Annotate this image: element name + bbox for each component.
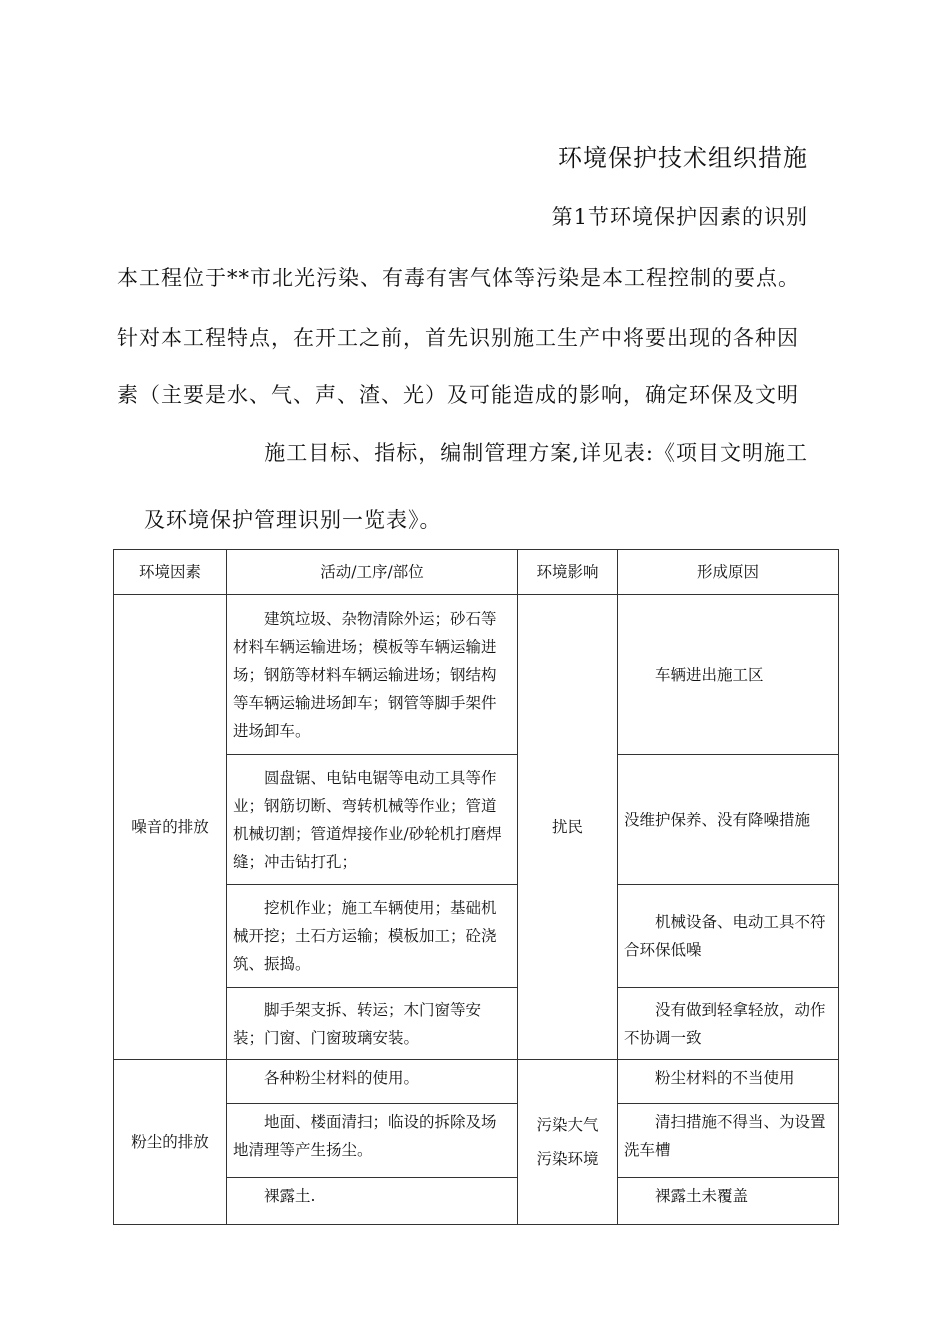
page-title: 环境保护技术组织措施 <box>558 144 808 172</box>
header-cell: 活动/工序/部位 <box>227 550 518 595</box>
cause-cell: 车辆进出施工区 <box>618 595 839 755</box>
impact-line: 污染大气 <box>536 1116 599 1134</box>
activity-cell: 圆盘锯、电钻电锯等电动工具等作业；钢筋切断、弯转机械等作业；管道机械切割；管道焊接作业/砂轮机打磨焊缝；冲击钻打孔； <box>227 755 518 885</box>
activity-cell: 地面、楼面清扫；临设的拆除及场地清理等产生扬尘。 <box>227 1104 518 1178</box>
activity-cell: 建筑垃圾、杂物清除外运；砂石等材料车辆运输进场；模板等车辆运输进场；钢筋等材料车辆运输进场；钢结构等车辆运输进场卸车；钢管等脚手架件进场卸车。 <box>227 595 518 755</box>
impact-cell <box>518 1060 618 1225</box>
section-heading: 第1节环境保护因素的识别 <box>551 205 808 229</box>
impact-cell: 扰民 <box>518 595 618 1060</box>
header-cell: 形成原因 <box>618 550 839 595</box>
factor-cell: 粉尘的排放 <box>114 1060 227 1225</box>
activity-cell: 各种粉尘材料的使用。 <box>227 1060 518 1104</box>
paragraph-line: 针对本工程特点，在开工之前，首先识别施工生产中将要出现的各种因 <box>117 326 799 350</box>
impact-line: 污染环境 <box>536 1150 599 1168</box>
table-row <box>114 595 839 755</box>
header-cell: 环境影响 <box>518 550 618 595</box>
paragraph-line: 本工程位于**市北光污染、有毒有害气体等污染是本工程控制的要点。 <box>117 266 800 290</box>
paragraph-line: 施工目标、指标，编制管理方案,详见表:《项目文明施工 <box>264 441 808 465</box>
header-cell: 环境因素 <box>114 550 227 595</box>
paragraph-line: 及环境保护管理识别一览表》。 <box>144 508 442 532</box>
cause-cell: 粉尘材料的不当使用 <box>618 1060 839 1104</box>
cause-cell: 没有做到轻拿轻放，动作不协调一致 <box>618 988 839 1060</box>
cause-cell: 机械设备、电动工具不符合环保低噪 <box>618 885 839 988</box>
paragraph-line: 素（主要是水、气、声、渣、光）及可能造成的影响，确定环保及文明 <box>117 383 799 407</box>
cause-cell: 裸露土未覆盖 <box>618 1178 839 1225</box>
cause-cell: 没维护保养、没有降噪措施 <box>618 755 839 885</box>
activity-cell: 脚手架支拆、转运；木门窗等安装；门窗、门窗玻璃安装。 <box>227 988 518 1060</box>
table-header-row <box>114 550 839 595</box>
cause-cell: 清扫措施不得当、为设置洗车槽 <box>618 1104 839 1178</box>
environment-factor-table <box>113 549 839 1225</box>
factor-cell: 噪音的排放 <box>114 595 227 1060</box>
table-row <box>114 1060 839 1104</box>
activity-cell: 裸露土. <box>227 1178 518 1225</box>
activity-cell: 挖机作业；施工车辆使用；基础机械开挖；土石方运输；模板加工；砼浇筑、振捣。 <box>227 885 518 988</box>
